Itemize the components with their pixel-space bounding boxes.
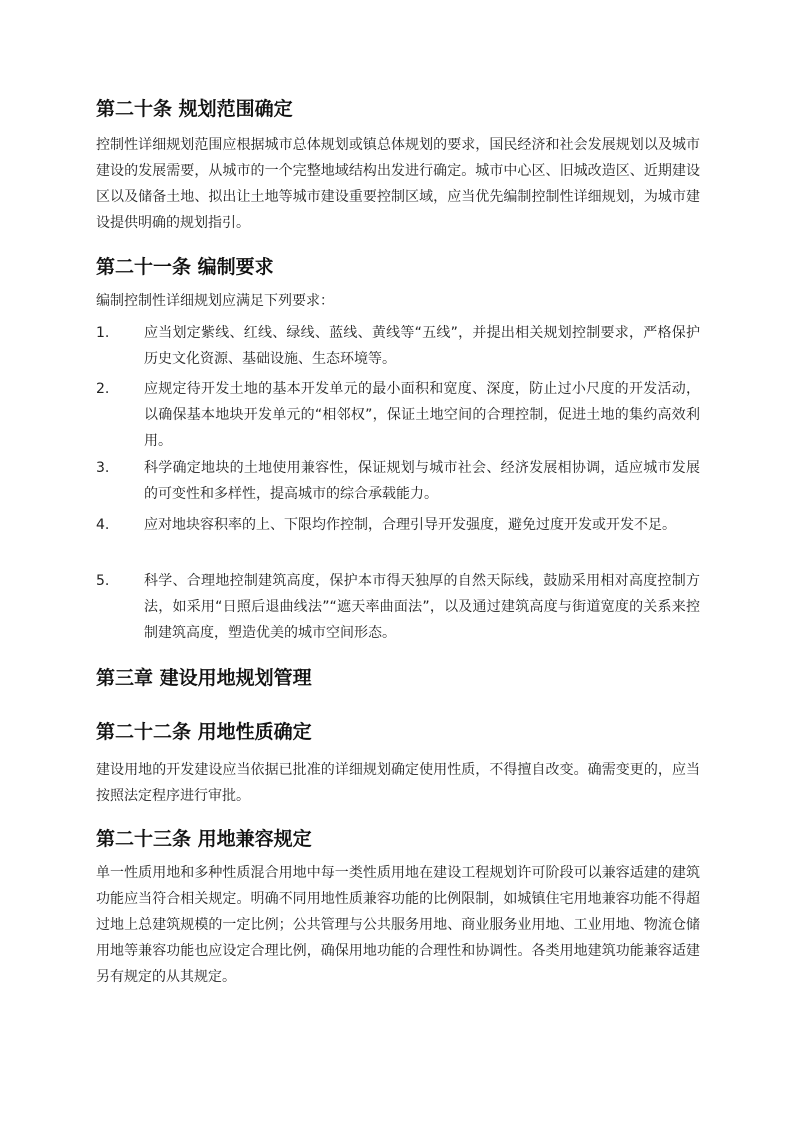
- article-23-body: 单一性质用地和多种性质混合用地中每一类性质用地在建设工程规划许可阶段可以兼容适建的建筑功能应当符合相关规定。明确不同用地性质兼容功能的比例限制，如城镇住宅用地兼容功能不得超过地上总建筑规模的一定比例；公共管理与公共服务用地、商业服务业用地、工业用地、物流仓储用地等兼容功能也应设定合理比例，确保用地功能的合理性和协调性。各类用地建筑功能兼容适建另有规定的从其规定。: [96, 865, 700, 985]
- list-item-3-text: 科学确定地块的土地使用兼容性，保证规划与城市社会、经济发展相协调，适应城市发展的可变性和多样性，提高城市的综合承载能力。: [144, 460, 700, 502]
- list-item-4-text: 应对地块容积率的上、下限均作控制，合理引导开发强度，避免过度开发或开发不足。: [144, 517, 676, 533]
- list-item-2-text: 应规定待开发土地的基本开发单元的最小面积和宽度、深度，防止过小尺度的开发活动，以确保基本地块开发单元的“相邻权”，保证土地空间的合理控制，促进土地的集约高效利用。: [144, 381, 700, 449]
- list-item-5-number: 5.: [96, 573, 110, 589]
- article-22-body: 建设用地的开发建设应当依据已批准的详细规划确定使用性质，不得擅自改变。确需变更的，应当按照法定程序进行审批。: [96, 762, 700, 804]
- list-item-3-number: 3.: [96, 460, 110, 476]
- list-item-4-number: 4.: [96, 517, 110, 533]
- article-21-heading: 第二十一条 编制要求: [96, 256, 274, 278]
- list-item-1-number: 1.: [96, 325, 110, 341]
- chapter-3-heading: 第三章 建设用地规划管理: [96, 667, 312, 689]
- article-22-heading: 第二十二条 用地性质确定: [96, 721, 312, 743]
- list-item-5-text: 科学、合理地控制建筑高度，保护本市得天独厚的自然天际线，鼓励采用相对高度控制方法，如采用“日照后退曲线法”“遮天率曲面法”，以及通过建筑高度与街道宽度的关系来控制建筑高度，塑造优美的城市空间形态。: [144, 573, 700, 641]
- article-20-body: 控制性详细规划范围应根据城市总体规划或镇总体规划的要求，国民经济和社会发展规划以及城市建设的发展需要，从城市的一个完整地域结构出发进行确定。城市中心区、旧城改造区、近期建设区以及储备土地、拟出让土地等城市建设重要控制区域，应当优先编制控制性详细规划，为城市建设提供明确的规划指引。: [96, 137, 700, 231]
- article-20-heading: 第二十条 规划范围确定: [96, 98, 293, 120]
- list-item-1-text: 应当划定紫线、红线、绿线、蓝线、黄线等“五线”，并提出相关规划控制要求，严格保护历史文化资源、基础设施、生态环境等。: [144, 325, 700, 367]
- list-item-2-number: 2.: [96, 381, 110, 397]
- article-23-heading: 第二十三条 用地兼容规定: [96, 828, 312, 850]
- article-21-intro: 编制控制性详细规划应满足下列要求：: [96, 293, 334, 309]
